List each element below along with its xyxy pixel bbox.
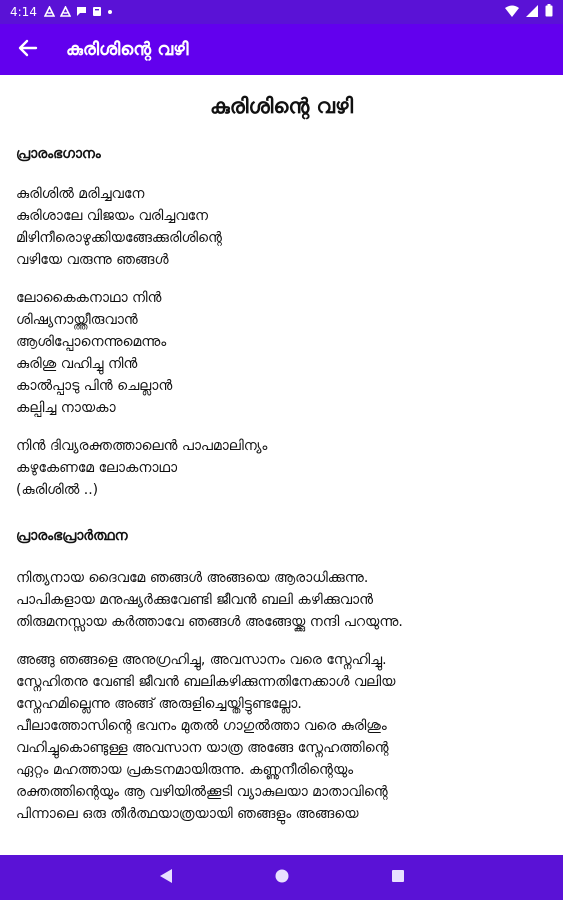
dot-icon <box>107 6 113 19</box>
paragraph-line: തിരുമനസ്സായ കർത്താവേ ഞങ്ങൾ അങ്ങേയ്ക്കു നന്ദി പറയുന്നു. <box>16 614 403 630</box>
prayer-paragraph-1 <box>16 567 547 633</box>
home-circle-icon <box>274 868 290 888</box>
storage-icon <box>92 6 102 19</box>
stanza-line: ആശിപ്പോനെന്നുമെന്നും <box>16 334 167 350</box>
wifi-icon <box>505 5 519 20</box>
paragraph-line: പിന്നാലെ ഒരു തീർത്ഥയാത്രയായി ഞങ്ങളും അങ്ങയെ <box>16 806 359 822</box>
chat-icon <box>76 6 87 19</box>
stanza-line: മിഴിനീരൊഴുക്കിയങ്ങേക്കുരിശിന്റെ <box>16 230 222 246</box>
paragraph-line: രക്തത്തിന്റെയും ആ വഴിയിൽക്കൂടി വ്യാകുലയാ മാതാവിന്റെ <box>16 784 388 800</box>
app-bar <box>0 24 563 75</box>
signal-icon <box>526 5 538 20</box>
paragraph-line: സ്നേഹമില്ലെന്നു അങ്ങ് അരുളിച്ചെയ്തിട്ടുണ്ടല്ലോ. <box>16 696 302 712</box>
paragraph-line: ഏറ്റം മഹത്തായ പ്രകടനമായിരുന്നു. കണ്ണുനീരിന്റെയും <box>16 762 354 778</box>
heading-opening-prayer: പ്രാരംഭപ്രാർത്ഥന <box>16 528 128 544</box>
paragraph-line: വഹിച്ചുകൊണ്ടുള്ള അവസാന യാത്ര അങ്ങേ സ്നേഹത്തിന്റെ <box>16 740 389 756</box>
paragraph-line: അങ്ങു ഞങ്ങളെ അനുഗ്രഹിച്ചു, അവസാനം വരെ സ്നേഹിച്ചു. <box>16 652 387 668</box>
stanza-line: കുരിശു വഹിച്ചു നിൻ <box>16 356 138 372</box>
stanza-line: കല്പിച്ച നായകാ <box>16 400 116 416</box>
status-left <box>10 5 113 19</box>
stanza-line: കഴുകേണമേ ലോകനാഥാ <box>16 460 178 476</box>
stanza-line: വഴിയേ വരുന്നു ഞങ്ങൾ <box>16 252 169 268</box>
arrow-back-icon <box>18 38 38 62</box>
page-title: കുരിശിന്റെ വഴി <box>209 94 353 118</box>
app-a-icon <box>44 6 55 19</box>
notification-icons <box>44 6 113 19</box>
content-scroll[interactable] <box>0 75 563 855</box>
app-a-icon <box>60 6 71 19</box>
stanza-line: കുരിശാലേ വിജയം വരിച്ചവനേ <box>16 208 209 224</box>
stanza-line: ശിഷ്യനായ്ത്തീരുവാൻ <box>16 312 138 328</box>
paragraph-line: പീലാത്തോസിന്റെ ഭവനം മുതൽ ഗാഗുൽത്താ വരെ കുരിശും <box>16 718 387 734</box>
stanza-3 <box>16 435 547 501</box>
heading-opening-song: പ്രാരംഭഗാനം <box>16 146 101 162</box>
stanza-line: കാൽപ്പാടു പിൻ ചെല്ലാൻ <box>16 378 173 394</box>
status-bar <box>0 0 563 24</box>
battery-icon <box>545 4 553 20</box>
back-button[interactable] <box>0 24 56 75</box>
prayer-paragraph-2 <box>16 649 547 825</box>
recents-square-icon <box>391 868 405 887</box>
status-right <box>505 4 553 20</box>
navigation-bar <box>0 855 563 900</box>
stanza-1 <box>16 183 547 271</box>
nav-recents-button[interactable] <box>385 865 411 891</box>
back-triangle-icon <box>159 868 173 888</box>
app-bar-title: കുരിശിന്റെ വഴി <box>66 39 189 60</box>
stanza-line: കുരിശിൽ മരിച്ചവനേ <box>16 186 145 202</box>
paragraph-line: പാപികളായ മനുഷ്യർക്കുവേണ്ടി ജീവൻ ബലി കഴിക്കുവാൻ <box>16 592 374 608</box>
stanza-line: നിൻ ദിവ്യരക്തത്താലെൻ പാപമാലിന്യം <box>16 438 268 454</box>
stanza-2 <box>16 287 547 419</box>
status-time: 4:14 <box>10 5 37 19</box>
stanza-line: (കുരിശിൽ ..) <box>16 482 99 498</box>
paragraph-line: സ്നേഹിതനു വേണ്ടി ജീവൻ ബലികഴിക്കുന്നതിനേക്കാൾ വലിയ <box>16 674 396 690</box>
nav-back-button[interactable] <box>153 865 179 891</box>
paragraph-line: നിത്യനായ ദൈവമേ ഞങ്ങൾ അങ്ങയെ ആരാധിക്കുന്നു. <box>16 570 369 586</box>
nav-home-button[interactable] <box>269 865 295 891</box>
stanza-line: ലോകൈകനാഥാ നിൻ <box>16 290 162 306</box>
